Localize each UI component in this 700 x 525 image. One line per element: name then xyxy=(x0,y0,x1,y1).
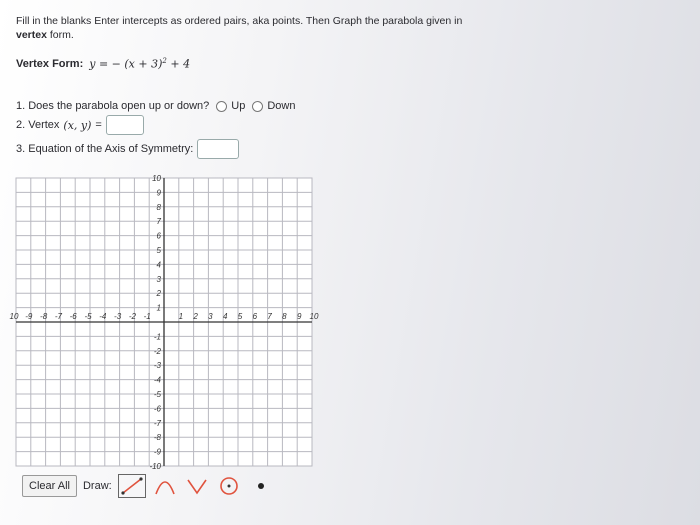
y-tick-label: 6 xyxy=(156,231,161,241)
x-tick-label: -8 xyxy=(40,312,48,321)
x-tick-label: 5 xyxy=(237,312,243,321)
axis-of-symmetry-input[interactable] xyxy=(197,139,239,159)
graph-area[interactable] xyxy=(9,174,319,473)
question-1-text: 1. Does the parabola open up or down? xyxy=(16,100,210,112)
x-tick-label: 7 xyxy=(267,312,272,321)
x-tick-label: 4 xyxy=(222,312,228,321)
x-tick-label: -5 xyxy=(84,312,92,321)
x-tick-label: -7 xyxy=(54,312,62,321)
x-tick-label: 9 xyxy=(296,312,302,321)
y-tick-label: 2 xyxy=(156,289,161,299)
parabola-tool-icon[interactable] xyxy=(152,475,178,497)
instructions-line-1: Fill in the blanks Enter intercepts as ordered pairs, aka points. Then Graph the parabola given in xyxy=(16,15,463,27)
equation-left: y = − (x + 3) xyxy=(89,57,163,71)
draw-toolbar xyxy=(22,474,274,498)
question-3 xyxy=(16,139,239,159)
vertex-input[interactable] xyxy=(106,115,144,135)
instructions-bold-word: vertex xyxy=(16,29,47,41)
radio-up-label: Up xyxy=(231,100,246,112)
point-tool-icon[interactable] xyxy=(248,475,274,497)
y-tick-label: -8 xyxy=(153,433,161,443)
y-tick-label: 10 xyxy=(152,174,161,183)
x-tick-label: -9 xyxy=(25,312,33,321)
x-tick-label: 8 xyxy=(282,312,287,321)
y-tick-label: 5 xyxy=(156,246,161,255)
question-3-text: 3. Equation of the Axis of Symmetry: xyxy=(16,143,194,155)
y-tick-label: 1 xyxy=(156,303,161,313)
y-tick-label: 9 xyxy=(156,188,161,198)
y-tick-label: -1 xyxy=(153,332,161,342)
radio-up[interactable] xyxy=(216,101,227,112)
y-tick-label: -6 xyxy=(153,404,161,414)
x-tick-label: -6 xyxy=(69,312,77,321)
radio-down[interactable] xyxy=(252,101,263,112)
y-tick-label: -2 xyxy=(153,346,161,356)
x-tick-label: 10 xyxy=(9,312,19,321)
equation-right: + 4 xyxy=(166,57,191,71)
x-tick-label: 1 xyxy=(178,312,184,321)
y-tick-label: 7 xyxy=(156,217,161,227)
x-tick-label: 2 xyxy=(193,312,198,321)
x-tick-label: 3 xyxy=(208,312,213,321)
instructions-line-2 xyxy=(16,28,536,42)
draw-label: Draw: xyxy=(82,480,112,492)
radio-down-label: Down xyxy=(267,100,296,112)
clear-all-button[interactable]: Clear All xyxy=(22,475,77,497)
coordinate-grid[interactable] xyxy=(9,174,319,471)
y-tick-label: 8 xyxy=(156,202,161,212)
x-tick-label: -4 xyxy=(99,312,107,321)
question-1 xyxy=(16,100,295,112)
x-tick-label: -2 xyxy=(128,312,136,321)
y-tick-label: 4 xyxy=(156,260,161,270)
circle-tool-icon[interactable] xyxy=(216,475,242,497)
y-tick-label: 3 xyxy=(156,274,161,284)
absolute-value-tool-icon[interactable] xyxy=(184,475,210,497)
line-tool-icon[interactable] xyxy=(118,474,146,498)
y-tick-label: -5 xyxy=(153,390,161,399)
y-tick-label: -3 xyxy=(153,361,161,371)
vertex-form-label: Vertex Form: xyxy=(16,57,84,70)
y-tick-label: -4 xyxy=(153,375,161,385)
question-2-equals: = xyxy=(95,119,102,131)
y-tick-label: -10 xyxy=(149,462,161,471)
x-tick-label: 6 xyxy=(252,312,258,321)
y-tick-label: -7 xyxy=(153,418,161,428)
equation-exponent: 2 xyxy=(162,57,167,65)
x-tick-label: 10 xyxy=(309,312,319,321)
vertex-form xyxy=(16,57,190,71)
y-tick-label: -9 xyxy=(153,447,161,457)
vertex-form-equation xyxy=(89,57,190,71)
question-2 xyxy=(16,115,144,135)
instructions-line-2-rest: form. xyxy=(46,29,74,41)
x-tick-label: -3 xyxy=(114,312,122,321)
question-2-math: (x, y) xyxy=(63,118,92,132)
instructions xyxy=(16,14,536,42)
x-tick-label: -1 xyxy=(143,312,151,321)
question-2-text: 2. Vertex xyxy=(16,119,60,131)
